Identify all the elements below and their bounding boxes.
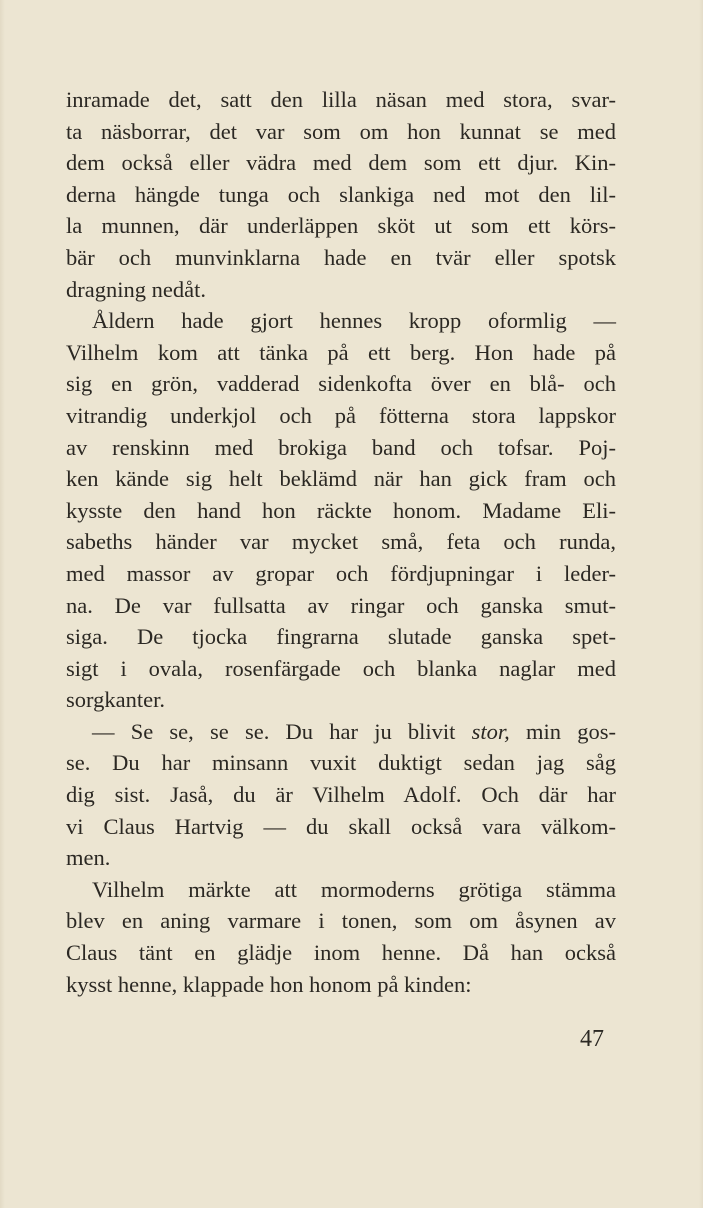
text-line: sig en grön, vadderad sidenkofta över en blå- och <box>66 371 616 397</box>
text-line: siga. De tjocka fingrarna slutade ganska spet- <box>66 624 616 650</box>
page-right-edge <box>699 0 703 1208</box>
text-line: Vilhelm kom att tänka på ett berg. Hon hade på <box>66 339 616 365</box>
dialogue-text-start: — Se se, se se. Du har ju blivit <box>92 718 472 744</box>
text-line: na. De var fullsatta av ringar och ganska smut- <box>66 592 616 618</box>
text-line: men. <box>66 845 111 871</box>
text-line: dig sist. Jaså, du är Vilhelm Adolf. Och där har <box>66 782 616 808</box>
text-line: ta näsborrar, det var som om hon kunnat se med <box>66 118 616 144</box>
text-line: av renskinn med brokiga band och tofsar. Poj- <box>66 434 616 460</box>
text-line: sabeths händer var mycket små, feta och runda, <box>66 529 616 555</box>
text-line: vitrandig underkjol och på fötterna stora lappskor <box>66 402 616 428</box>
dialogue-text-end: min gos- <box>509 718 616 744</box>
body-text <box>66 84 616 1000</box>
italic-word: stor, <box>471 718 510 744</box>
paragraph-first-line: Vilhelm märkte att mormoderns grötiga stämma <box>92 876 616 902</box>
text-line: kysst henne, klappade hon honom på kinden: <box>66 971 472 997</box>
text-line: Claus tänt en glädje inom henne. Då han också <box>66 940 616 966</box>
text-line: ken kände sig helt beklämd när han gick fram och <box>66 466 616 492</box>
text-line: se. Du har minsann vuxit duktigt sedan jag såg <box>66 750 616 776</box>
text-line: la munnen, där underläppen sköt ut som ett körs- <box>66 213 616 239</box>
dialogue-line <box>66 716 616 748</box>
text-line: dragning nedåt. <box>66 276 206 302</box>
text-line: kysste den hand hon räckte honom. Madame Eli- <box>66 497 616 523</box>
text-line: sigt i ovala, rosenfärgade och blanka naglar med <box>66 655 616 681</box>
page-number: 47 <box>580 1026 604 1052</box>
text-line: inramade det, satt den lilla näsan med stora, svar- <box>66 87 616 112</box>
text-line: dem också eller vädra med dem som ett djur. Kin- <box>66 150 616 176</box>
text-line: med massor av gropar och fördjupningar i leder- <box>66 560 616 586</box>
text-line: sorgkanter. <box>66 687 165 713</box>
paragraph-first-line: Åldern hade gjort hennes kropp oformlig — <box>92 308 616 334</box>
text-line: blev en aning varmare i tonen, som om åsynen av <box>66 908 616 934</box>
text-line: vi Claus Hartvig — du skall också vara välkom- <box>66 813 616 839</box>
text-line: bär och munvinklarna hade en tvär eller spotsk <box>66 244 616 270</box>
page-left-edge <box>0 0 5 1208</box>
text-line: derna hängde tunga och slankiga ned mot den lil- <box>66 181 616 207</box>
